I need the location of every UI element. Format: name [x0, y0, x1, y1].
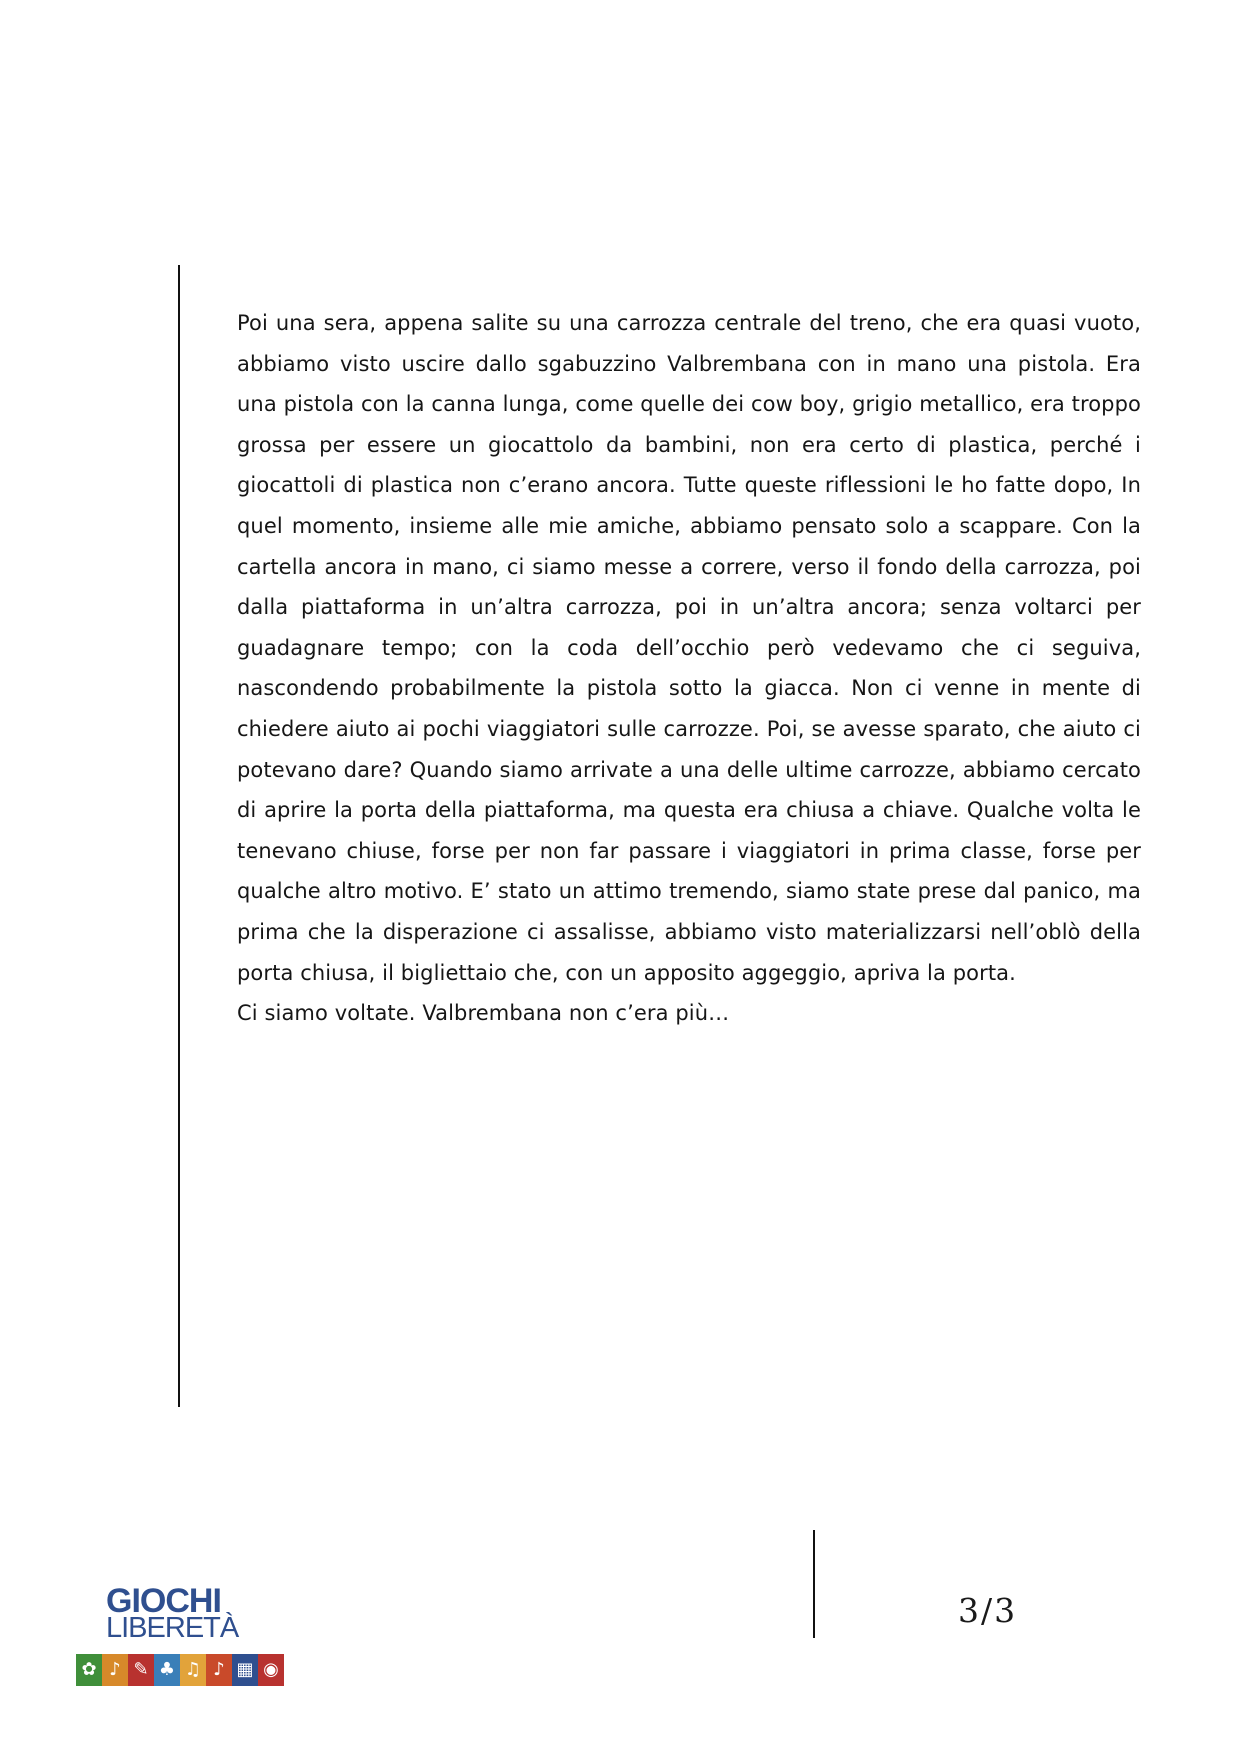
logo-tile-icon: ♪ [102, 1654, 128, 1686]
paragraph-main: Poi una sera, appena salite su una carrozza centrale del treno, che era quasi vuoto, abbiamo visto uscire dallo sgabuzzino Valbrembana con in mano una pistola. Era una pistola con la canna lunga, come quelle dei cow boy, grigio metallico, era troppo grossa per essere un giocattolo da bambini, non era certo di plastica, perché i giocattoli di plastica non c’erano ancora. Tutte queste riflessioni le ho fatte dopo, In quel momento, insieme alle mie amiche, abbiamo pensato solo a scappare. Con la cartella ancora in mano, ci siamo messe a correre, verso il fondo della carrozza, poi dalla piattaforma in un’altra carrozza, poi in un’altra ancora; senza voltarci per guadagnare tempo; con la coda dell’occhio però vedevamo che ci seguiva, nascondendo probabilmente la pistola sotto la giacca. Non ci venne in mente di chiedere aiuto ai pochi viaggiatori sulle carrozze. Poi, se avesse sparato, che aiuto ci potevano dare? Quando siamo arrivate a una delle ultime carrozze, abbiamo cercato di aprire la porta della piattaforma, ma questa era chiusa a chiave. Qualche volta le tenevano chiuse, forse per non far passare i viaggiatori in prima classe, forse per qualche altro motivo. E’ stato un attimo tremendo, siamo state prese dal panico, ma prima che la disperazione ci assalisse, abbiamo visto materializzarsi nell’oblò della porta chiusa, il bigliettaio che, con un apposito aggeggio, apriva la porta. [237, 311, 1141, 985]
document-body [237, 303, 1141, 1034]
logo-icon-strip [76, 1654, 284, 1686]
paragraph-closing: Ci siamo voltate. Valbrembana non c’era più… [237, 1001, 730, 1026]
footer-divider [813, 1530, 815, 1638]
page-number: 3/3 [958, 1591, 1018, 1630]
logo-tile-icon: ◉ [258, 1654, 284, 1686]
giochi-liberta-logo [74, 1584, 288, 1692]
logo-wordmark-bottom: LIBERETÀ [106, 1612, 239, 1644]
logo-tile-icon: ✎ [128, 1654, 154, 1686]
logo-tile-icon: ▦ [232, 1654, 258, 1686]
logo-tile-icon: ♫ [180, 1654, 206, 1686]
logo-tile-icon: ✿ [76, 1654, 102, 1686]
logo-wordmark-top: GIOCHI [106, 1582, 221, 1620]
logo-tile-icon: ♣ [154, 1654, 180, 1686]
left-margin-rule [178, 265, 180, 1407]
logo-tile-icon: ♪ [206, 1654, 232, 1686]
